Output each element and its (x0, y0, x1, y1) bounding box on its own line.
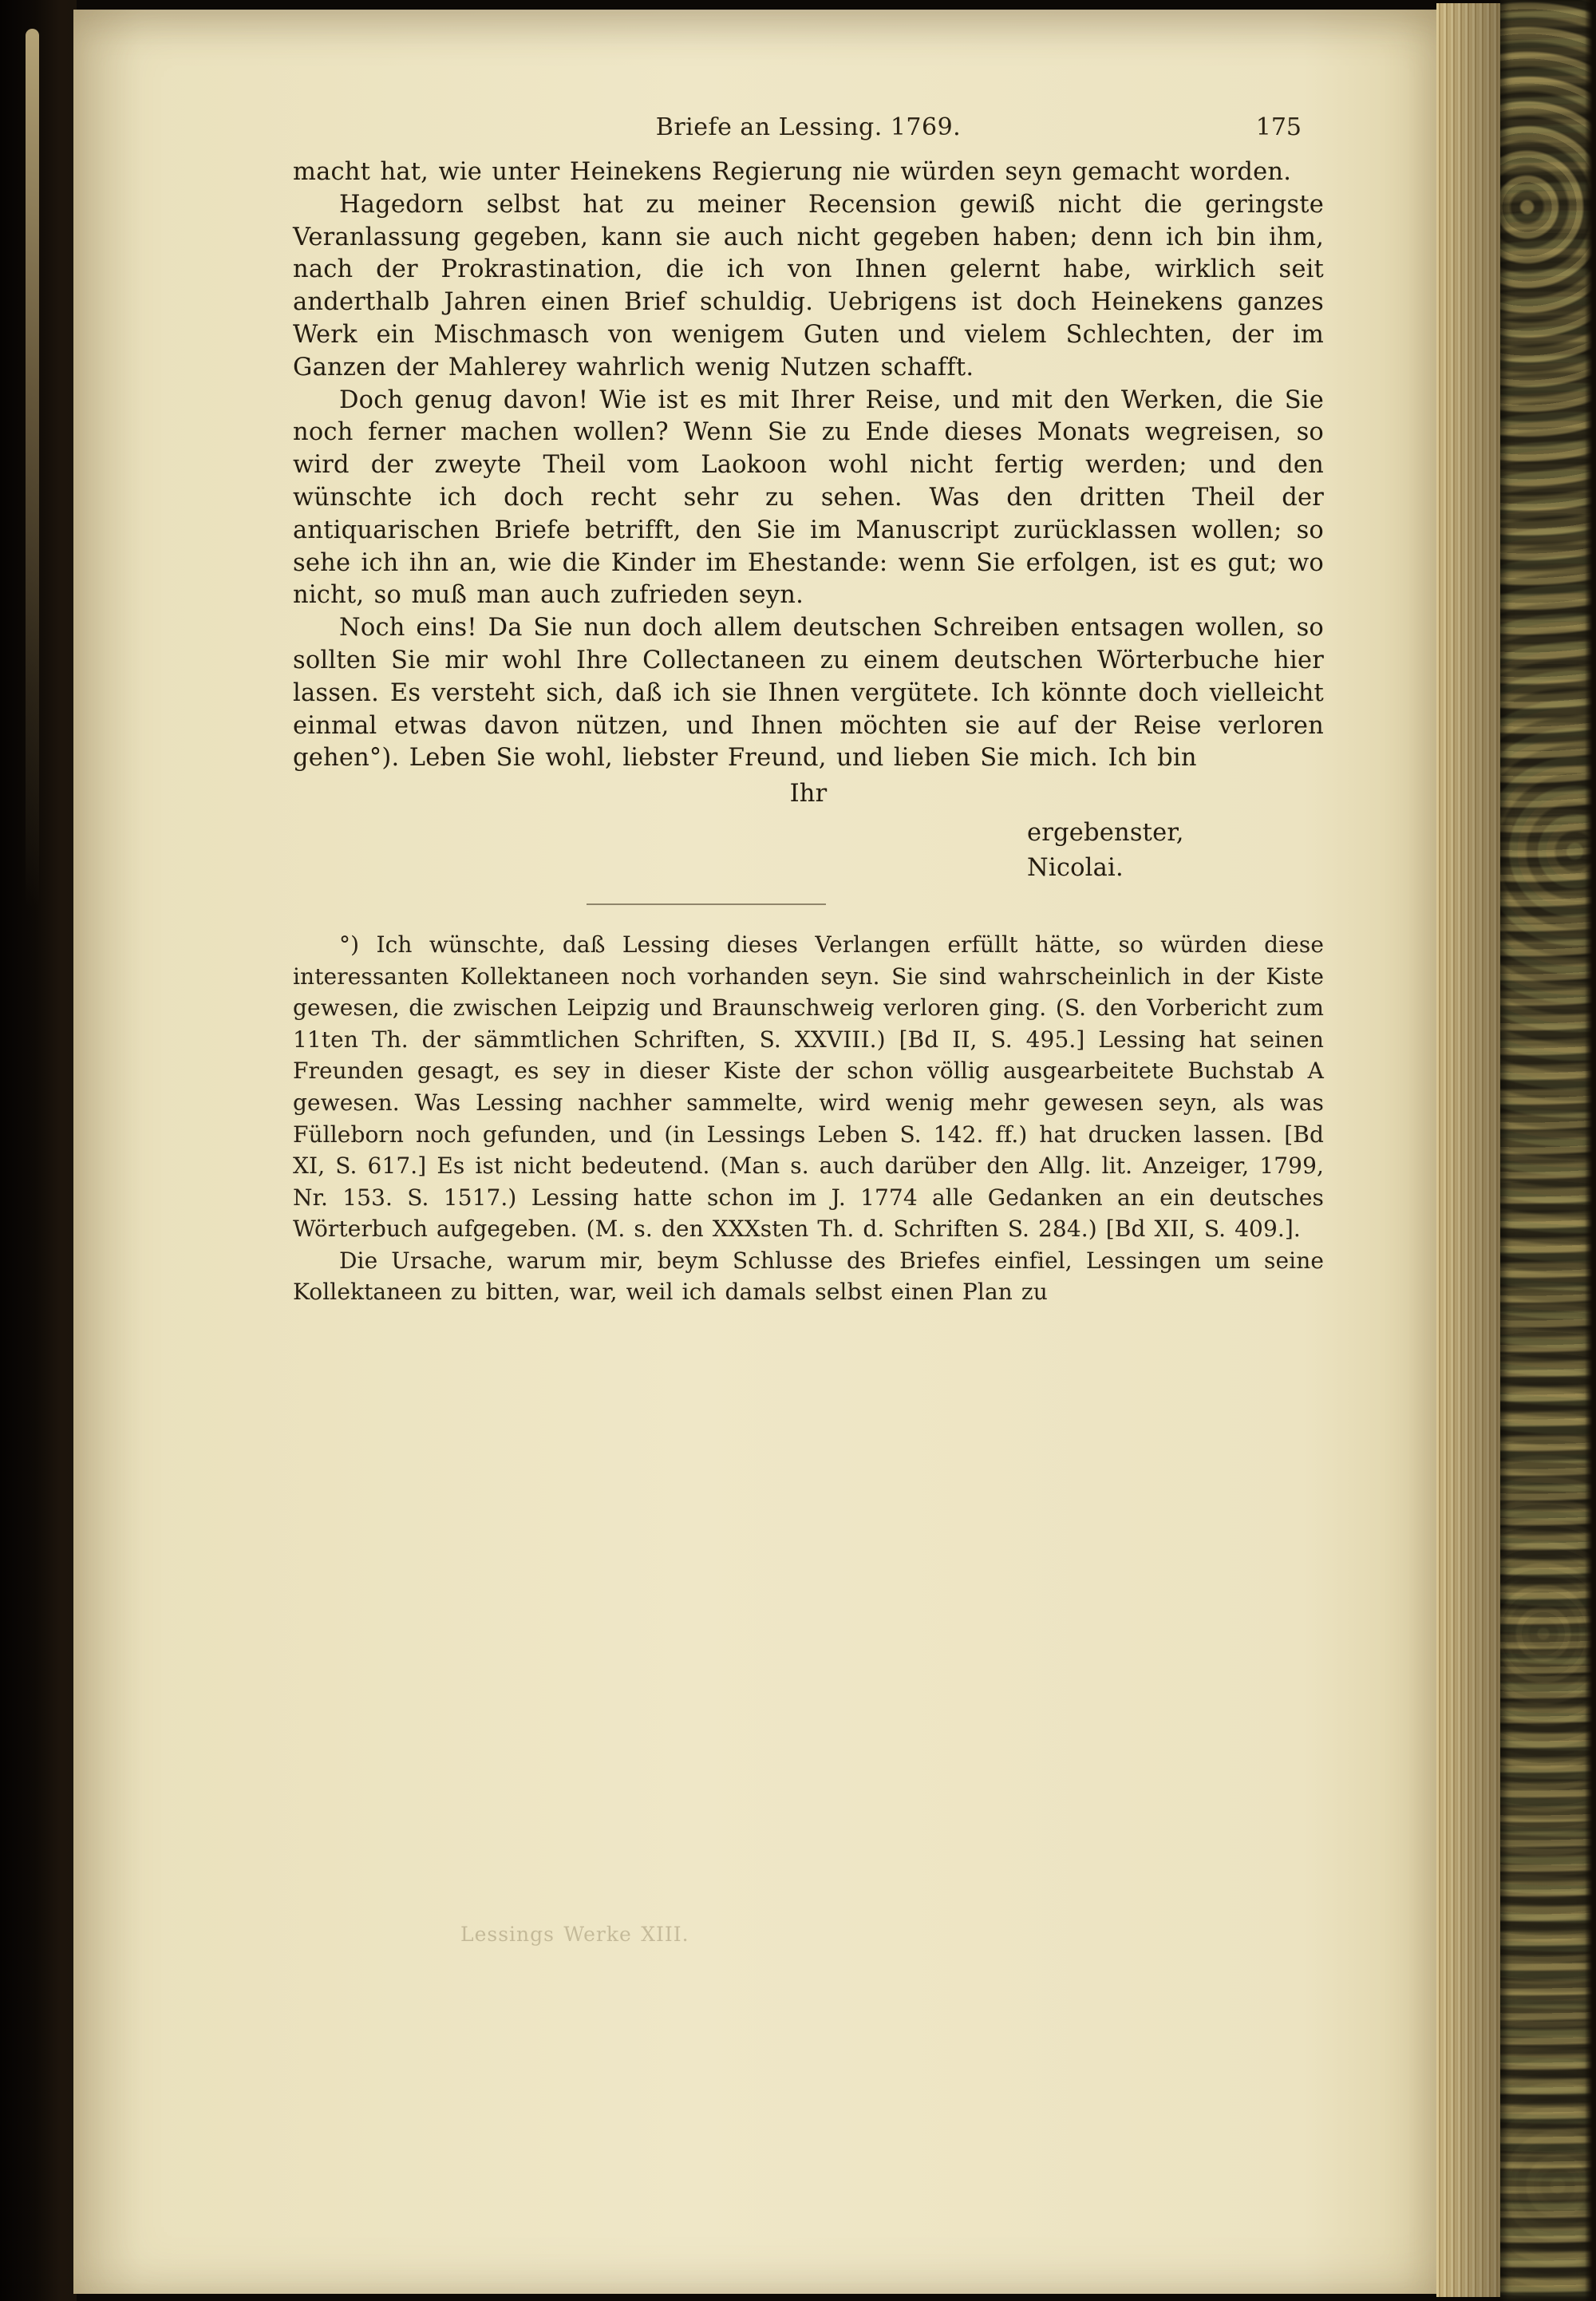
closing-salutation: Ihr (789, 780, 828, 809)
page-header (293, 113, 1324, 141)
closing-valediction: ergebenster, (1027, 818, 1184, 847)
letter-body (293, 156, 1324, 1946)
closing-block (1027, 816, 1324, 886)
marbled-cover (1500, 0, 1596, 2301)
signature: Nicolai. (1027, 853, 1124, 882)
footnote-separator (587, 903, 826, 905)
cover-edge (1585, 0, 1596, 2301)
running-title: Briefe an Lessing. 1769. (655, 113, 962, 141)
paragraph: Noch eins! Da Sie nun doch allem deutschen Schreiben entsagen wollen, so sollten Sie mir wohl Ihre Collectaneen zu einem deutschen Wörterbuche hier lassen. Es versteht sich, daß ich sie Ihnen vergütete. Ich könnte doch vielleicht einmal etwas davon nützen, und Ihnen möchten sie auf der Reise verloren gehen°). Leben Sie wohl, liebster Freund, und lieben Sie mich. Ich bin (293, 614, 1324, 773)
paragraph: Doch genug davon! Wie ist es mit Ihrer Reise, und mit den Werken, die Sie noch ferner machen wollen? Wenn Sie zu Ende dieses Monats wegreisen, so wird der zweyte Theil vom Laokoon wohl nicht fertig werden; und den wünschte ich doch recht sehr zu sehen. Was den dritten Theil der antiquarischen Briefe betrifft, den Sie im Manuscript zurücklassen wollen; so sehe ich ihn an, wie die Kinder im Ehestande: wenn Sie erfolgen, ist es gut; wo nicht, so muß man auch zufrieden seyn. (293, 385, 1324, 610)
footnote-paragraph: Die Ursache, warum mir, beym Schlusse des Briefes einfiel, Lessingen um seine Kollektaneen zu bitten, war, weil ich damals selbst einen Plan zu (293, 1247, 1324, 1306)
page-edges (1436, 3, 1507, 2297)
adjacent-page-edge (26, 29, 39, 907)
book-page (73, 10, 1440, 2294)
paragraph: Hagedorn selbst hat zu meiner Recension gewiß nicht die geringste Veranlassung gegeben, kann sie auch nicht gegeben haben; denn ich bin ihm, nach der Prokrastination, die ich von Ihnen gelernt habe, wirklich seit anderthalb Jahren einen Brief schuldig. Uebrigens ist doch Heinekens ganzes Werk ein Mischmasch von wenigem Guten und vielem Schlechten, der im Ganzen der Mahlerey wahrlich wenig Nutzen schafft. (293, 190, 1324, 382)
footnote-paragraph: °) Ich wünschte, daß Lessing dieses Verlangen erfüllt hätte, so würden diese interessanten Kollektaneen noch vorhanden seyn. Sie sind wahrscheinlich in der Kiste gewesen, die zwischen Leipzig und Braunschweig verloren ging. (S. den Vorbericht zum 11ten Th. der sämmtlichen Schriften, S. XXVIII.) [Bd II, S. 495.] Lessing hat seinen Freunden gesagt, es sey in dieser Kiste der schon völlig ausgearbeitete Buchstab A gewesen. Was Lessing nachher sammelte, wird wenig mehr gewesen seyn, als was Fülleborn noch gefunden, und (in Lessings Leben S. 142. ff.) hat drucken lassen. [Bd XI, S. 617.] Es ist nicht bedeutend. (Man s. auch darüber den Allg. lit. Anzeiger, 1799, Nr. 153. S. 1517.) Lessing hatte schon im J. 1774 alle Gedanken an ein deutsches Wörterbuch aufgegeben. (M. s. den XXXsten Th. d. Schriften S. 284.) [Bd XII, S. 409.]. (293, 931, 1324, 1243)
page-number: 175 (1255, 113, 1302, 141)
paragraph: macht hat, wie unter Heinekens Regierung nie würden seyn gemacht worden. (293, 158, 1292, 186)
print-signature-mark: Lessings Werke XIII. (460, 1923, 689, 1946)
footnote-block (293, 929, 1324, 1308)
